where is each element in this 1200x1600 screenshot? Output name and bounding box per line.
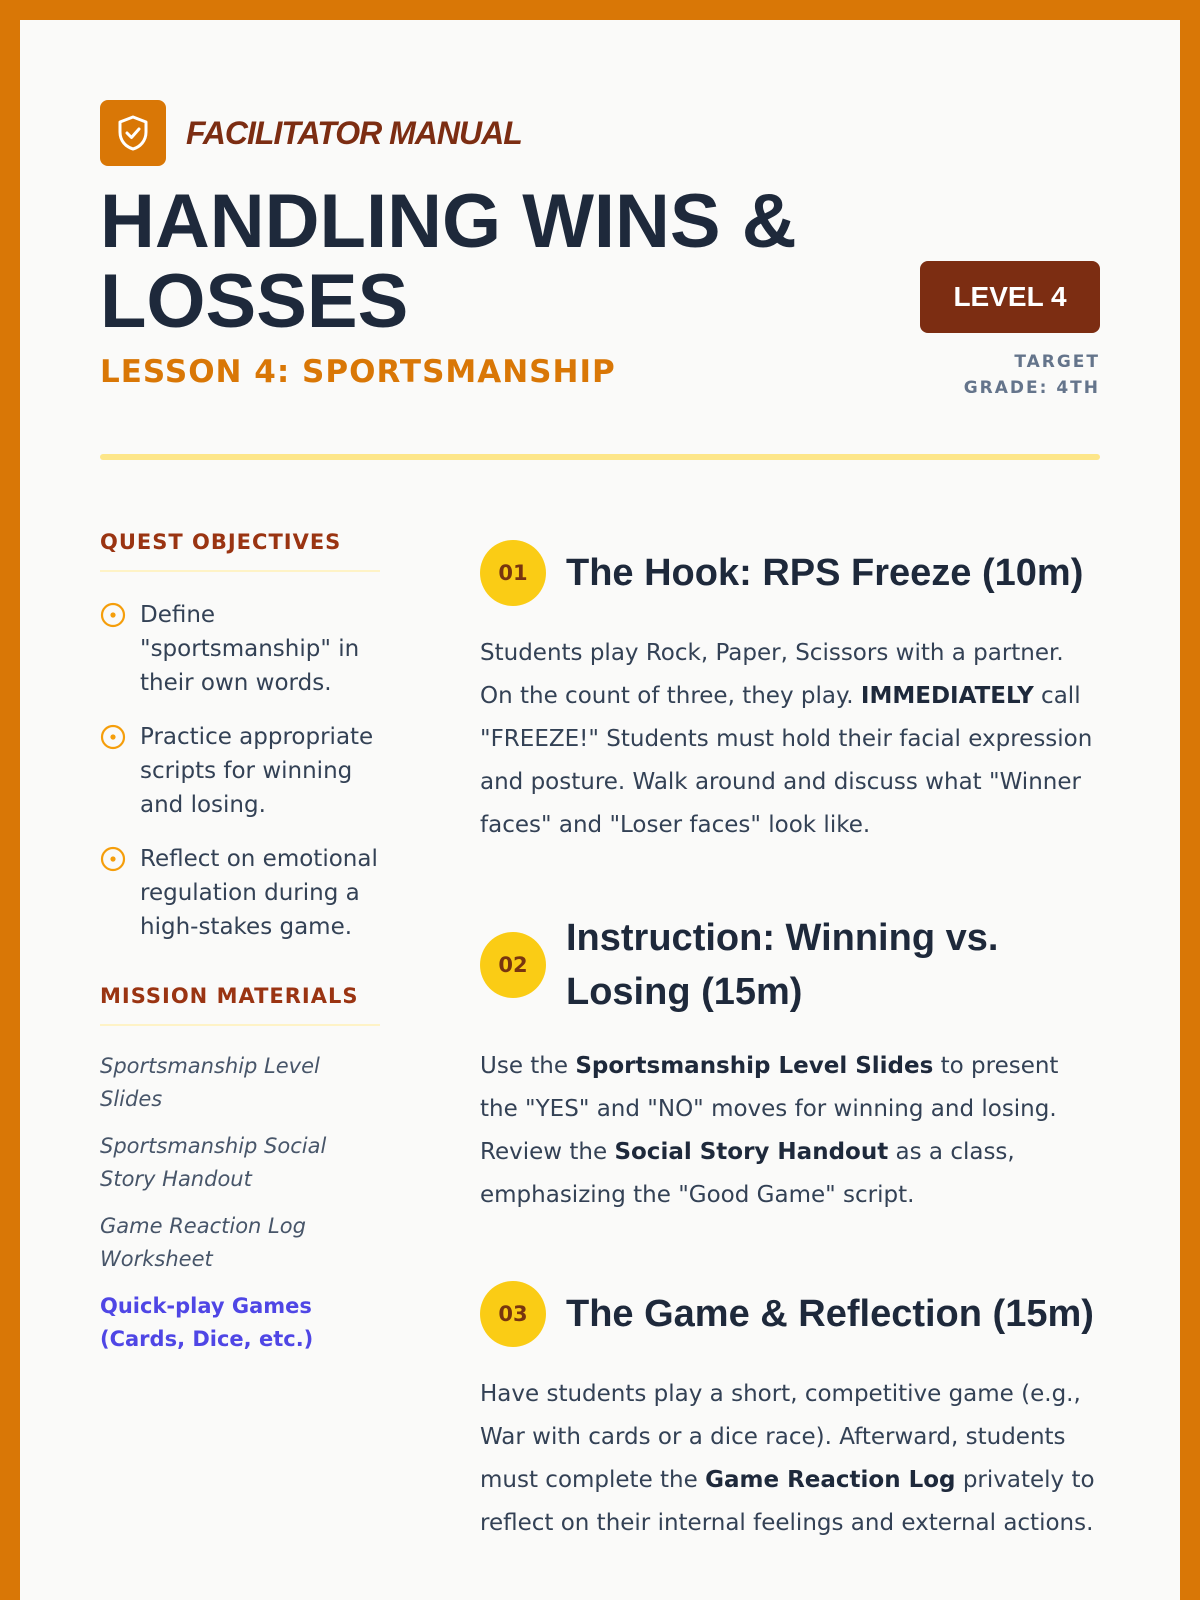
step-section	[480, 540, 1100, 847]
lesson-subtitle: LESSON 4: SPORTSMANSHIP	[100, 354, 616, 390]
target-grade	[940, 349, 1100, 401]
objective-item	[100, 598, 380, 700]
step-header	[480, 911, 1100, 1019]
page-title: HANDLING WINS & LOSSES	[100, 179, 797, 344]
body-text: privately to reflect on their internal feelings and external actions.	[480, 1467, 1095, 1536]
level-badge: LEVEL 4	[920, 261, 1100, 333]
body-emphasis: Game Reaction Log	[705, 1467, 956, 1493]
step-body	[480, 632, 1100, 847]
step-title: The Game & Reflection (15m)	[566, 1293, 1094, 1335]
target-label: TARGET	[1014, 352, 1100, 372]
target-icon	[100, 602, 126, 628]
body-emphasis: Social Story Handout	[614, 1139, 889, 1165]
step-number: 01	[480, 540, 546, 606]
step-header	[480, 1281, 1100, 1347]
grade-label: GRADE: 4TH	[963, 378, 1100, 398]
target-icon	[100, 724, 126, 750]
lesson-steps	[480, 540, 1100, 1600]
step-section	[480, 1281, 1100, 1545]
body-text: call "FREEZE!" Students must hold their facial expression and posture. Walk around and discuss what "Winner faces" and "Loser faces" look like.	[480, 683, 1093, 838]
step-section	[480, 911, 1100, 1217]
objective-text: Reflect on emotional regulation during a high-stakes game.	[140, 846, 378, 940]
body-emphasis: Sportsmanship Level Slides	[575, 1053, 934, 1079]
brand	[100, 100, 522, 166]
target-icon	[100, 846, 126, 872]
objective-text: Practice appropriate scripts for winning and losing.	[140, 724, 374, 818]
step-number: 02	[480, 932, 546, 998]
body-text: Use the	[480, 1053, 576, 1079]
header-divider	[100, 454, 1100, 460]
objective-text: Define "sportsmanship" in their own words.	[140, 602, 360, 696]
step-number: 03	[480, 1281, 546, 1347]
step-title: The Hook: RPS Freeze (10m)	[566, 552, 1084, 594]
material-item: Sportsmanship Social Story Handout	[100, 1134, 327, 1191]
step-title: Instruction: Winning vs. Losing (15m)	[566, 917, 999, 1013]
material-item-highlight: Quick-play Games (Cards, Dice, etc.)	[100, 1294, 314, 1351]
body-text: to present the "YES" and "NO" moves for winning and losing. Review the	[480, 1053, 1059, 1165]
body-text: Students play Rock, Paper, Scissors with a partner. On the count of three, they play.	[480, 640, 1064, 709]
material-item: Game Reaction Log Worksheet	[100, 1214, 306, 1271]
objective-item	[100, 720, 380, 822]
objectives-list	[100, 598, 380, 944]
objectives-heading: QUEST OBJECTIVES	[100, 530, 380, 572]
sidebar	[100, 530, 380, 1370]
materials-list	[100, 1050, 380, 1356]
material-item: Sportsmanship Level Slides	[100, 1054, 320, 1111]
page-frame	[20, 20, 1180, 1600]
body-emphasis: IMMEDIATELY	[860, 683, 1034, 709]
step-body	[480, 1373, 1100, 1545]
step-header	[480, 540, 1100, 606]
brand-label: FACILITATOR MANUAL	[186, 114, 522, 151]
shield-check-icon	[100, 100, 166, 166]
body-text: as a class, emphasizing the "Good Game" script.	[480, 1139, 1015, 1208]
objective-item	[100, 842, 380, 944]
materials-heading: MISSION MATERIALS	[100, 984, 380, 1026]
body-text: Have students play a short, competitive game (e.g., War with cards or a dice race). Afterward, students must complete the	[480, 1381, 1081, 1493]
step-body	[480, 1045, 1100, 1217]
